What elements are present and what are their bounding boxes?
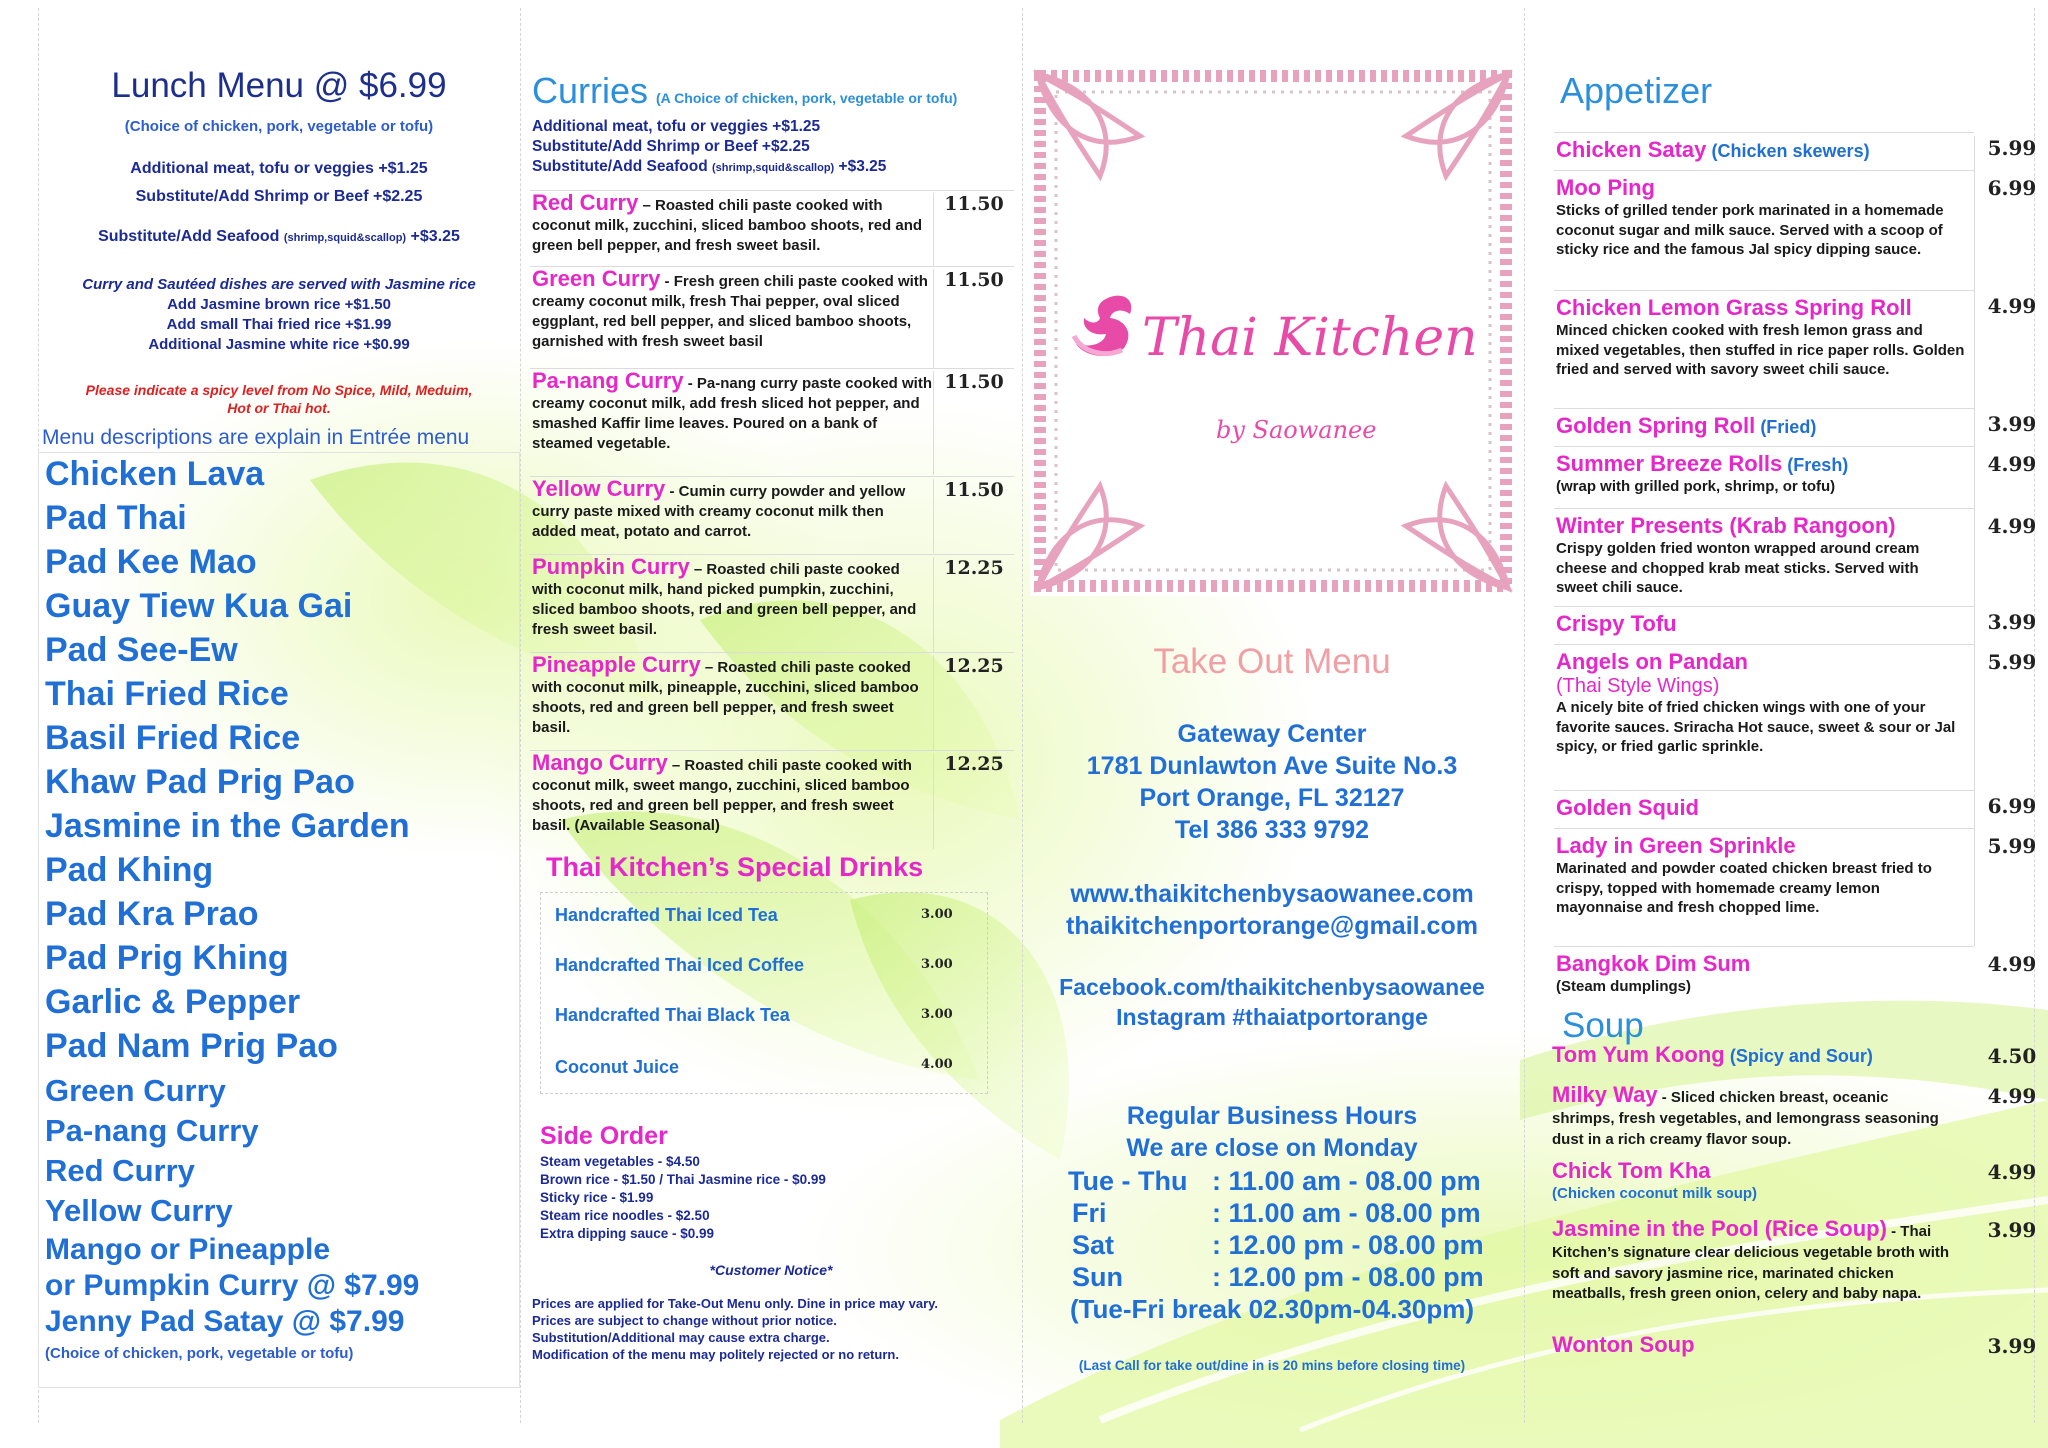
lunch-add-seafood	[38, 228, 520, 246]
curries-seafood-note: (shrimp,squid&scallop)	[711, 162, 835, 174]
soup-price: 3.99	[1987, 1334, 2037, 1358]
curries-title	[532, 70, 957, 112]
lunch-seafood-note: (shrimp,squid&scallop)	[283, 232, 407, 244]
soup-note: (Spicy and Sour)	[1729, 1046, 1873, 1066]
list-item	[530, 652, 1014, 749]
closed-note: We are close on Monday	[1126, 1134, 1418, 1162]
curries-seafood-label: Substitute/Add Seafood	[532, 158, 708, 175]
hours-time: : 12.00 pm - 08.00 pm	[1212, 1262, 1484, 1292]
curry-name: Red Curry	[532, 190, 639, 215]
curry-desc: – Roasted chili paste cooked with coconut milk, sweet mango, zucchini, sliced bamboo shoots, red and green bell pepper, and fresh sweet basil. (Available Seasonal)	[532, 757, 912, 834]
curry-desc: – Roasted chili paste cooked with coconut milk, pineapple, zucchini, sliced bamboo shoots, red and green bell pepper, and fresh sweet basil.	[532, 659, 919, 736]
list-item	[1554, 408, 1974, 439]
curry-price: 12.25	[933, 557, 1014, 653]
lunch-dish: Guay Tiew Kua Gai	[45, 587, 353, 625]
lunch-seafood-label: Substitute/Add Seafood	[98, 228, 280, 245]
list-item	[530, 368, 1014, 473]
instagram-link[interactable]: Instagram #thaiatportorange	[1116, 1004, 1428, 1030]
lunch-rice-note: Curry and Sautéed dishes are served with Jasmine rice	[82, 276, 476, 293]
curry-name: Yellow Curry	[532, 476, 666, 501]
appetizer-price: 4.99	[1987, 952, 2037, 976]
side-item: Extra dipping sauce - $0.99	[540, 1226, 715, 1241]
soup-name: Wonton Soup	[1552, 1332, 1695, 1357]
curries-title-text: Curries	[532, 70, 649, 111]
list-item	[1554, 946, 1974, 997]
appetizer-desc: A nicely bite of fried chicken wings with one of your favorite sauces. Sriracha Hot sauce, sweet & sour or Jal spicy, or fried garlic sprinkle.	[1556, 699, 1956, 755]
side-item: Steam rice noodles - $2.50	[540, 1208, 710, 1223]
lunch-brown-rice: Add Jasmine brown rice +$1.50	[167, 296, 391, 313]
hours-day: Tue - Thu	[1068, 1166, 1188, 1196]
appetizer-name: Moo Ping	[1556, 175, 1655, 200]
lunch-title: Lunch Menu @ $6.99	[111, 66, 447, 105]
curries-seafood-price: +$3.25	[838, 158, 887, 175]
soup-name: Jasmine in the Pool (Rice Soup)	[1552, 1216, 1887, 1241]
list-item	[530, 190, 1014, 265]
appetizer-name: Lady in Green Sprinkle	[1556, 833, 1796, 858]
break-note: (Tue-Fri break 02.30pm-04.30pm)	[1069, 1294, 1475, 1324]
appetizer-note: (Fried)	[1760, 417, 1817, 437]
lunch-dish: Pad Khing	[45, 851, 214, 889]
soup-desc: (Chicken coconut milk soup)	[1552, 1185, 1758, 1202]
list-item	[1554, 290, 1974, 380]
curry-price: 11.50	[933, 193, 1014, 267]
hours-time: : 12.00 pm - 08.00 pm	[1212, 1230, 1484, 1260]
brand-name: Thai Kitchen	[1142, 308, 1478, 368]
soup-price: 4.99	[1987, 1160, 2037, 1184]
drink-price: 3.00	[921, 907, 953, 922]
drink-name: Handcrafted Thai Iced Coffee	[555, 955, 805, 975]
appetizer-desc: (wrap with grilled pork, shrimp, or tofu)	[1556, 478, 1836, 495]
hours-title: Regular Business Hours	[1126, 1102, 1418, 1130]
appetizer-desc: Minced chicken cooked with fresh lemon grass and mixed vegetables, then stuffed in rice paper rolls. Golden fried and served with savory sweet chili sauce.	[1556, 322, 1965, 378]
lunch-add-meat: Additional meat, tofu or veggies +$1.25	[130, 160, 428, 177]
notice-line: Prices are applied for Take-Out Menu only. Dine in price may vary.	[532, 1296, 939, 1311]
soup-price: 4.99	[1987, 1084, 2037, 1108]
appetizer-name: Bangkok Dim Sum	[1556, 951, 1751, 976]
curry-name: Pumpkin Curry	[532, 554, 690, 579]
list-item	[1552, 1332, 1972, 1358]
curry-name: Mango Curry	[532, 750, 668, 775]
lunch-dish: Pad Thai	[45, 499, 187, 537]
lunch-dish: Pad See-Ew	[45, 631, 238, 669]
soup-name: Milky Way	[1552, 1082, 1658, 1107]
drink-name: Handcrafted Thai Iced Tea	[555, 905, 778, 925]
list-item	[1552, 1216, 1954, 1304]
email-link[interactable]: thaikitchenportorange@gmail.com	[1066, 912, 1478, 940]
appetizer-desc: Crispy golden fried wonton wrapped around cream cheese and chopped krab meat sticks. Served with sweet chili sauce.	[1556, 540, 1920, 596]
thai-kitchen-logo-icon	[1064, 286, 1144, 366]
curry-name: Green Curry	[532, 266, 661, 291]
appetizer-name: Golden Spring Roll	[1556, 413, 1756, 438]
curry-price: 11.50	[933, 269, 1014, 369]
side-order-title: Side Order	[540, 1122, 668, 1150]
appetizer-desc: Sticks of grilled tender pork marinated in a homemade coconut sugar and milk sauce. Served with a scoop of sticky rice and the famous Jal spicy dipping sauce.	[1556, 202, 1944, 258]
appetizer-name: Crispy Tofu	[1556, 611, 1677, 636]
appetizer-price: 5.99	[1987, 834, 2037, 858]
address-city: Port Orange, FL 32127	[1139, 784, 1405, 812]
curry-price: 11.50	[933, 479, 1014, 553]
soup-name: Chick Tom Kha	[1552, 1158, 1711, 1183]
list-item	[530, 554, 1014, 651]
lunch-dish: Pad Nam Prig Pao	[45, 1027, 338, 1065]
drink-price: 4.00	[921, 1057, 953, 1072]
curry-price: 12.25	[933, 655, 1014, 751]
soup-name: Tom Yum Koong	[1552, 1042, 1725, 1067]
curry-desc: - Pa-nang curry paste cooked with creamy coconut milk, add fresh sliced hot pepper, and smashed Kaffir lime leaves. Poured on a bank of steamed vegetable.	[532, 375, 932, 452]
price-column-divider	[1974, 136, 1975, 946]
curry-desc: - Cumin curry powder and yellow curry paste mixed with creamy coconut milk then added meat, potato and carrot.	[532, 483, 906, 540]
logo-frame	[1030, 66, 1516, 596]
website-link[interactable]: www.thaikitchenbysaowanee.com	[1070, 880, 1474, 908]
appetizer-price: 4.99	[1987, 294, 2037, 318]
last-call-note: (Last Call for take out/dine in is 20 mins before closing time)	[1078, 1358, 1466, 1373]
list-item	[1554, 828, 1974, 918]
list-item	[1554, 132, 1974, 163]
list-item	[1554, 790, 1974, 821]
appetizer-price: 3.99	[1987, 412, 2037, 436]
lunch-dish: or Pumpkin Curry @ $7.99	[45, 1269, 420, 1302]
lunch-panel	[38, 8, 520, 1423]
appetizer-price: 6.99	[1987, 794, 2037, 818]
appetizer-desc: (Steam dumplings)	[1556, 978, 1692, 995]
drink-name: Handcrafted Thai Black Tea	[555, 1005, 790, 1025]
side-item: Brown rice - $1.50 / Thai Jasmine rice - $0.99	[540, 1172, 826, 1187]
appetizer-name: Chicken Lemon Grass Spring Roll	[1556, 295, 1912, 320]
hours-day: Sun	[1072, 1262, 1123, 1292]
appetizer-subtitle: (Thai Style Wings)	[1556, 675, 1720, 697]
drink-name: Coconut Juice	[555, 1057, 680, 1077]
lunch-dish: Pa-nang Curry	[45, 1113, 259, 1148]
list-item	[1552, 1158, 1972, 1204]
appetizer-price: 3.99	[1987, 610, 2037, 634]
curry-desc: - Fresh green chili paste cooked with creamy coconut milk, fresh Thai pepper, oval sliced eggplant, red bell pepper, and sliced bamboo shoots, garnished with fresh sweet basil	[532, 273, 928, 350]
list-item	[1554, 508, 1974, 598]
appetizer-price: 5.99	[1987, 650, 2037, 674]
list-item	[530, 750, 1014, 847]
address-center: Gateway Center	[1177, 720, 1367, 748]
appetizer-price: 4.99	[1987, 514, 2037, 538]
drinks-title: Thai Kitchen’s Special Drinks	[546, 852, 924, 882]
curry-desc: – Roasted chili paste cooked with coconut milk, zucchini, sliced bamboo shoots, red and green bell pepper, and fresh sweet basil.	[532, 197, 923, 254]
menu-desc-note: Menu descriptions are explain in Entrée menu	[42, 426, 470, 449]
curry-price: 11.50	[933, 371, 1014, 475]
lunch-dish: Garlic & Pepper	[45, 983, 301, 1021]
lunch-seafood-price: +$3.25	[410, 228, 460, 245]
hours-day: Fri	[1072, 1198, 1107, 1228]
soup-title: Soup	[1562, 1006, 1644, 1045]
drinks-list	[540, 892, 988, 1094]
list-item	[1554, 446, 1974, 497]
soup-price: 4.50	[1987, 1044, 2037, 1068]
curries-add-seafood	[532, 158, 886, 176]
lunch-dish: Green Curry	[45, 1073, 226, 1108]
curry-price: 12.25	[933, 753, 1014, 849]
lunch-dish: Thai Fried Rice	[45, 675, 289, 713]
list-item	[1552, 1042, 1972, 1068]
appetizer-panel	[1524, 8, 2037, 1423]
notice-line: Prices are subject to change without prior notice.	[532, 1313, 837, 1328]
phone-number: Tel 386 333 9792	[1174, 816, 1370, 844]
notice-line: Substitution/Additional may cause extra charge.	[532, 1330, 830, 1345]
drink-price: 3.00	[921, 1007, 953, 1022]
hours-time: : 11.00 am - 08.00 pm	[1212, 1198, 1481, 1228]
curries-add-meat: Additional meat, tofu or veggies +$1.25	[532, 118, 821, 135]
lunch-fried-rice: Add small Thai fried rice +$1.99	[166, 316, 392, 333]
lunch-choice: (Choice of chicken, pork, vegetable or tofu)	[124, 118, 434, 135]
lunch-dish: Pad Prig Khing	[45, 939, 289, 977]
curries-panel	[522, 8, 1020, 1423]
lunch-dish: Red Curry	[45, 1153, 195, 1188]
appetizer-name: Chicken Satay	[1556, 137, 1707, 162]
list-item	[530, 476, 1014, 551]
hours-day: Sat	[1072, 1230, 1115, 1260]
lunch-dish: Mango or Pineapple	[45, 1233, 331, 1266]
spicy-note-1: Please indicate a spicy level from No Spice, Mild, Meduim,	[85, 382, 473, 398]
list-item	[1552, 1082, 1952, 1149]
appetizer-desc: Marinated and powder coated chicken breast fried to crispy, topped with homemade creamy lemon mayonnaise and fresh chopped lime.	[1556, 860, 1932, 916]
curries-choice: (A Choice of chicken, pork, vegetable or tofu)	[656, 90, 958, 106]
soup-price: 3.99	[1987, 1218, 2037, 1242]
appetizer-title: Appetizer	[1560, 70, 1713, 111]
appetizer-name: Golden Squid	[1556, 795, 1699, 820]
soup-desc: - Thai Kitchen’s signature clear delicious vegetable broth with soft and savory jasmine rice, marinated chicken meatballs, fresh green onion, celery and baby napa.	[1552, 1223, 1950, 1302]
lunch-dish: Pad Kra Prao	[45, 895, 259, 933]
lunch-add-shrimp: Substitute/Add Shrimp or Beef +$2.25	[135, 188, 423, 205]
list-item	[1554, 170, 1974, 260]
lunch-dish: Jenny Pad Satay @ $7.99	[45, 1305, 405, 1338]
appetizer-name: Angels on Pandan	[1556, 649, 1748, 674]
customer-notice-title: *Customer Notice*	[709, 1262, 833, 1278]
appetizer-name: Winter Presents (Krab Rangoon)	[1556, 513, 1896, 538]
spicy-note-2: Hot or Thai hot.	[227, 400, 331, 416]
hours-time: : 11.00 am - 08.00 pm	[1212, 1166, 1481, 1196]
lunch-dish: Khaw Pad Prig Pao	[45, 763, 355, 801]
lunch-dish: Chicken Lava	[45, 455, 265, 493]
lunch-footer-choice: (Choice of chicken, pork, vegetable or tofu)	[45, 1345, 354, 1362]
curry-name: Pa-nang Curry	[532, 368, 684, 393]
appetizer-name: Summer Breeze Rolls	[1556, 451, 1783, 476]
lunch-dish: Yellow Curry	[45, 1193, 233, 1228]
lunch-white-rice: Additional Jasmine white rice +$0.99	[148, 336, 410, 353]
list-item	[1554, 644, 1974, 757]
appetizer-note: (Fresh)	[1787, 455, 1849, 475]
takeout-title: Take Out Menu	[1153, 642, 1391, 681]
side-item: Sticky rice - $1.99	[540, 1190, 654, 1205]
notice-line: Modification of the menu may politely rejected or no return.	[532, 1347, 899, 1362]
lunch-dish: Jasmine in the Garden	[45, 807, 410, 845]
lunch-dish: Basil Fried Rice	[45, 719, 301, 757]
list-item	[1554, 606, 1974, 637]
appetizer-note: (Chicken skewers)	[1711, 141, 1870, 161]
appetizer-price: 5.99	[1987, 136, 2037, 160]
appetizer-price: 4.99	[1987, 452, 2037, 476]
curries-add-shrimp: Substitute/Add Shrimp or Beef +$2.25	[532, 138, 810, 155]
drink-price: 3.00	[921, 957, 953, 972]
facebook-link[interactable]: Facebook.com/thaikitchenbysaowanee	[1059, 974, 1485, 1000]
list-item	[530, 266, 1014, 367]
address-street: 1781 Dunlawton Ave Suite No.3	[1086, 752, 1458, 780]
curry-desc: – Roasted chili paste cooked with coconut milk, hand picked pumpkin, zucchini, sliced bamboo shoots, red and green bell pepper, and fresh sweet basil.	[532, 561, 917, 638]
side-item: Steam vegetables - $4.50	[540, 1154, 700, 1169]
lunch-dish: Pad Kee Mao	[45, 543, 257, 581]
info-panel	[1022, 8, 1522, 1423]
brand-byline: by Saowanee	[1216, 416, 1377, 444]
soup-desc: - Sliced chicken breast, oceanic shrimps, fresh vegetables, and lemongrass seasoning dust in a rich creamy flavor soup.	[1552, 1089, 1939, 1148]
curry-name: Pineapple Curry	[532, 652, 701, 677]
lunch-dish-list	[38, 452, 520, 1388]
appetizer-price: 6.99	[1987, 176, 2037, 200]
